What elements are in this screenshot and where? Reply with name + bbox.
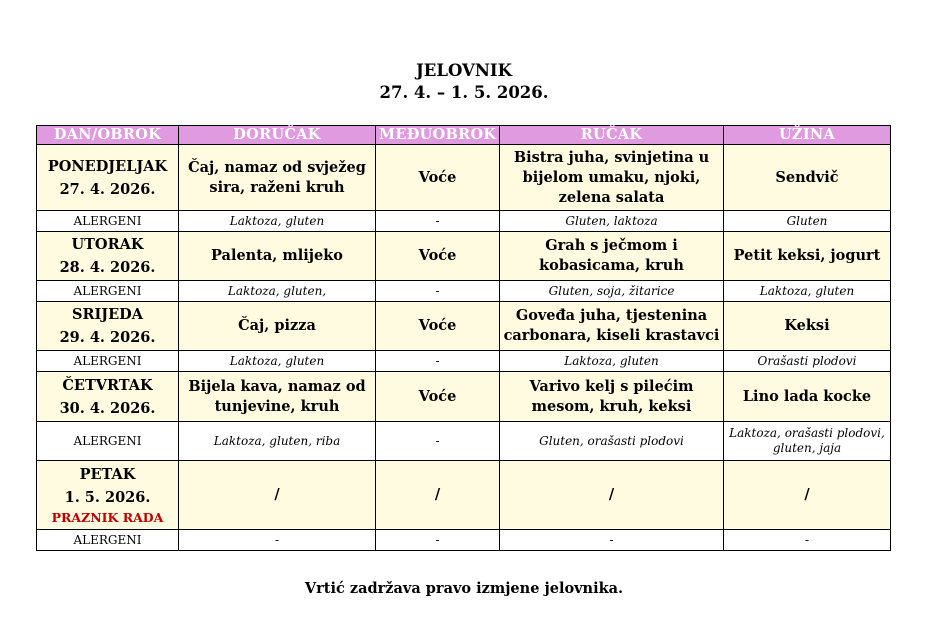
allergen-row-monday [37,211,891,232]
allergen-lunch: - [500,530,724,551]
menu-table [36,125,891,551]
allergen-row-wednesday [37,351,891,372]
allergen-breakfast: Laktoza, gluten [179,211,376,232]
allergen-snack: - [376,530,500,551]
allergen-lunch: Laktoza, gluten [500,351,724,372]
afternoon-cell: Lino lada kocke [724,372,891,422]
lunch-cell: Goveđa juha, tjestenina carbonara, kiseli krastavci [500,302,724,351]
breakfast-cell: Bijela kava, namaz od tunjevine, kruh [179,372,376,422]
day-date: 29. 4. 2026. [59,329,156,346]
day-name: UTORAK [71,236,144,253]
lunch-cell: Grah s ječmom i kobasicama, kruh [500,232,724,281]
col-header-snack: MEĐUOBROK [376,126,500,145]
allergen-afternoon: - [724,530,891,551]
snack-cell: Voće [376,145,500,211]
col-header-afternoon: UŽINA [724,126,891,145]
allergen-snack: - [376,281,500,302]
col-header-breakfast: DORUČAK [179,126,376,145]
allergen-lunch: Gluten, laktoza [500,211,724,232]
allergen-afternoon: Orašasti plodovi [724,351,891,372]
lunch-cell: Varivo kelj s pilećim mesom, kruh, keksi [500,372,724,422]
meal-row-wednesday [37,302,891,351]
allergen-breakfast: Laktoza, gluten, [179,281,376,302]
snack-cell: Voće [376,302,500,351]
allergen-row-thursday [37,422,891,461]
meal-row-tuesday [37,232,891,281]
allergen-breakfast: Laktoza, gluten, riba [179,422,376,461]
col-header-lunch: RUČAK [500,126,724,145]
allergen-label: ALERGENI [37,351,179,372]
allergen-lunch: Gluten, soja, žitarice [500,281,724,302]
day-date: 28. 4. 2026. [59,259,156,276]
snack-cell: / [376,461,500,530]
day-name: SRIJEDA [71,306,144,323]
meal-row-friday [37,461,891,530]
allergen-snack: - [376,211,500,232]
snack-cell: Voće [376,232,500,281]
allergen-label: ALERGENI [37,211,179,232]
day-cell [37,302,179,351]
day-name: PETAK [79,466,136,483]
page-title: JELOVNIK [415,61,512,80]
day-date: 30. 4. 2026. [59,399,156,417]
allergen-row-tuesday [37,281,891,302]
allergen-label: ALERGENI [37,422,179,461]
header-row [37,126,891,145]
menu-period: 27. 4. – 1. 5. 2026. [379,83,549,102]
afternoon-cell: Keksi [724,302,891,351]
day-name: PONEDJELJAK [47,157,168,175]
day-name: ČETVRTAK [62,376,153,394]
snack-cell: Voće [376,372,500,422]
day-cell [37,145,179,211]
allergen-snack: - [376,351,500,372]
allergen-snack: - [376,422,500,461]
day-cell [37,232,179,281]
day-date: 1. 5. 2026. [64,489,151,506]
allergen-afternoon: Gluten [724,211,891,232]
breakfast-cell: Čaj, pizza [179,302,376,351]
afternoon-cell: / [724,461,891,530]
menu-title-block [0,60,928,104]
col-header-day: DAN/OBROK [37,126,179,145]
breakfast-cell: Čaj, namaz od svježeg sira, raženi kruh [179,145,376,211]
allergen-breakfast: Laktoza, gluten [179,351,376,372]
allergen-breakfast: - [179,530,376,551]
meal-row-thursday [37,372,891,422]
lunch-cell: / [500,461,724,530]
allergen-label: ALERGENI [37,281,179,302]
afternoon-cell: Sendvič [724,145,891,211]
footer-note: Vrtić zadržava pravo izmjene jelovnika. [304,580,624,597]
allergen-row-friday [37,530,891,551]
afternoon-cell: Petit keksi, jogurt [724,232,891,281]
allergen-afternoon: Laktoza, gluten [724,281,891,302]
allergen-label: ALERGENI [37,530,179,551]
day-date: 27. 4. 2026. [59,180,156,198]
breakfast-cell: Palenta, mlijeko [179,232,376,281]
day-cell [37,372,179,422]
day-cell [37,461,179,530]
allergen-lunch: Gluten, orašasti plodovi [500,422,724,461]
meal-row-monday [37,145,891,211]
allergen-afternoon: Laktoza, orašasti plodovi, gluten, jaja [724,422,891,461]
lunch-cell: Bistra juha, svinjetina u bijelom umaku, njoki, zelena salata [500,145,724,211]
holiday-note: PRAZNIK RADA [51,510,164,525]
breakfast-cell: / [179,461,376,530]
